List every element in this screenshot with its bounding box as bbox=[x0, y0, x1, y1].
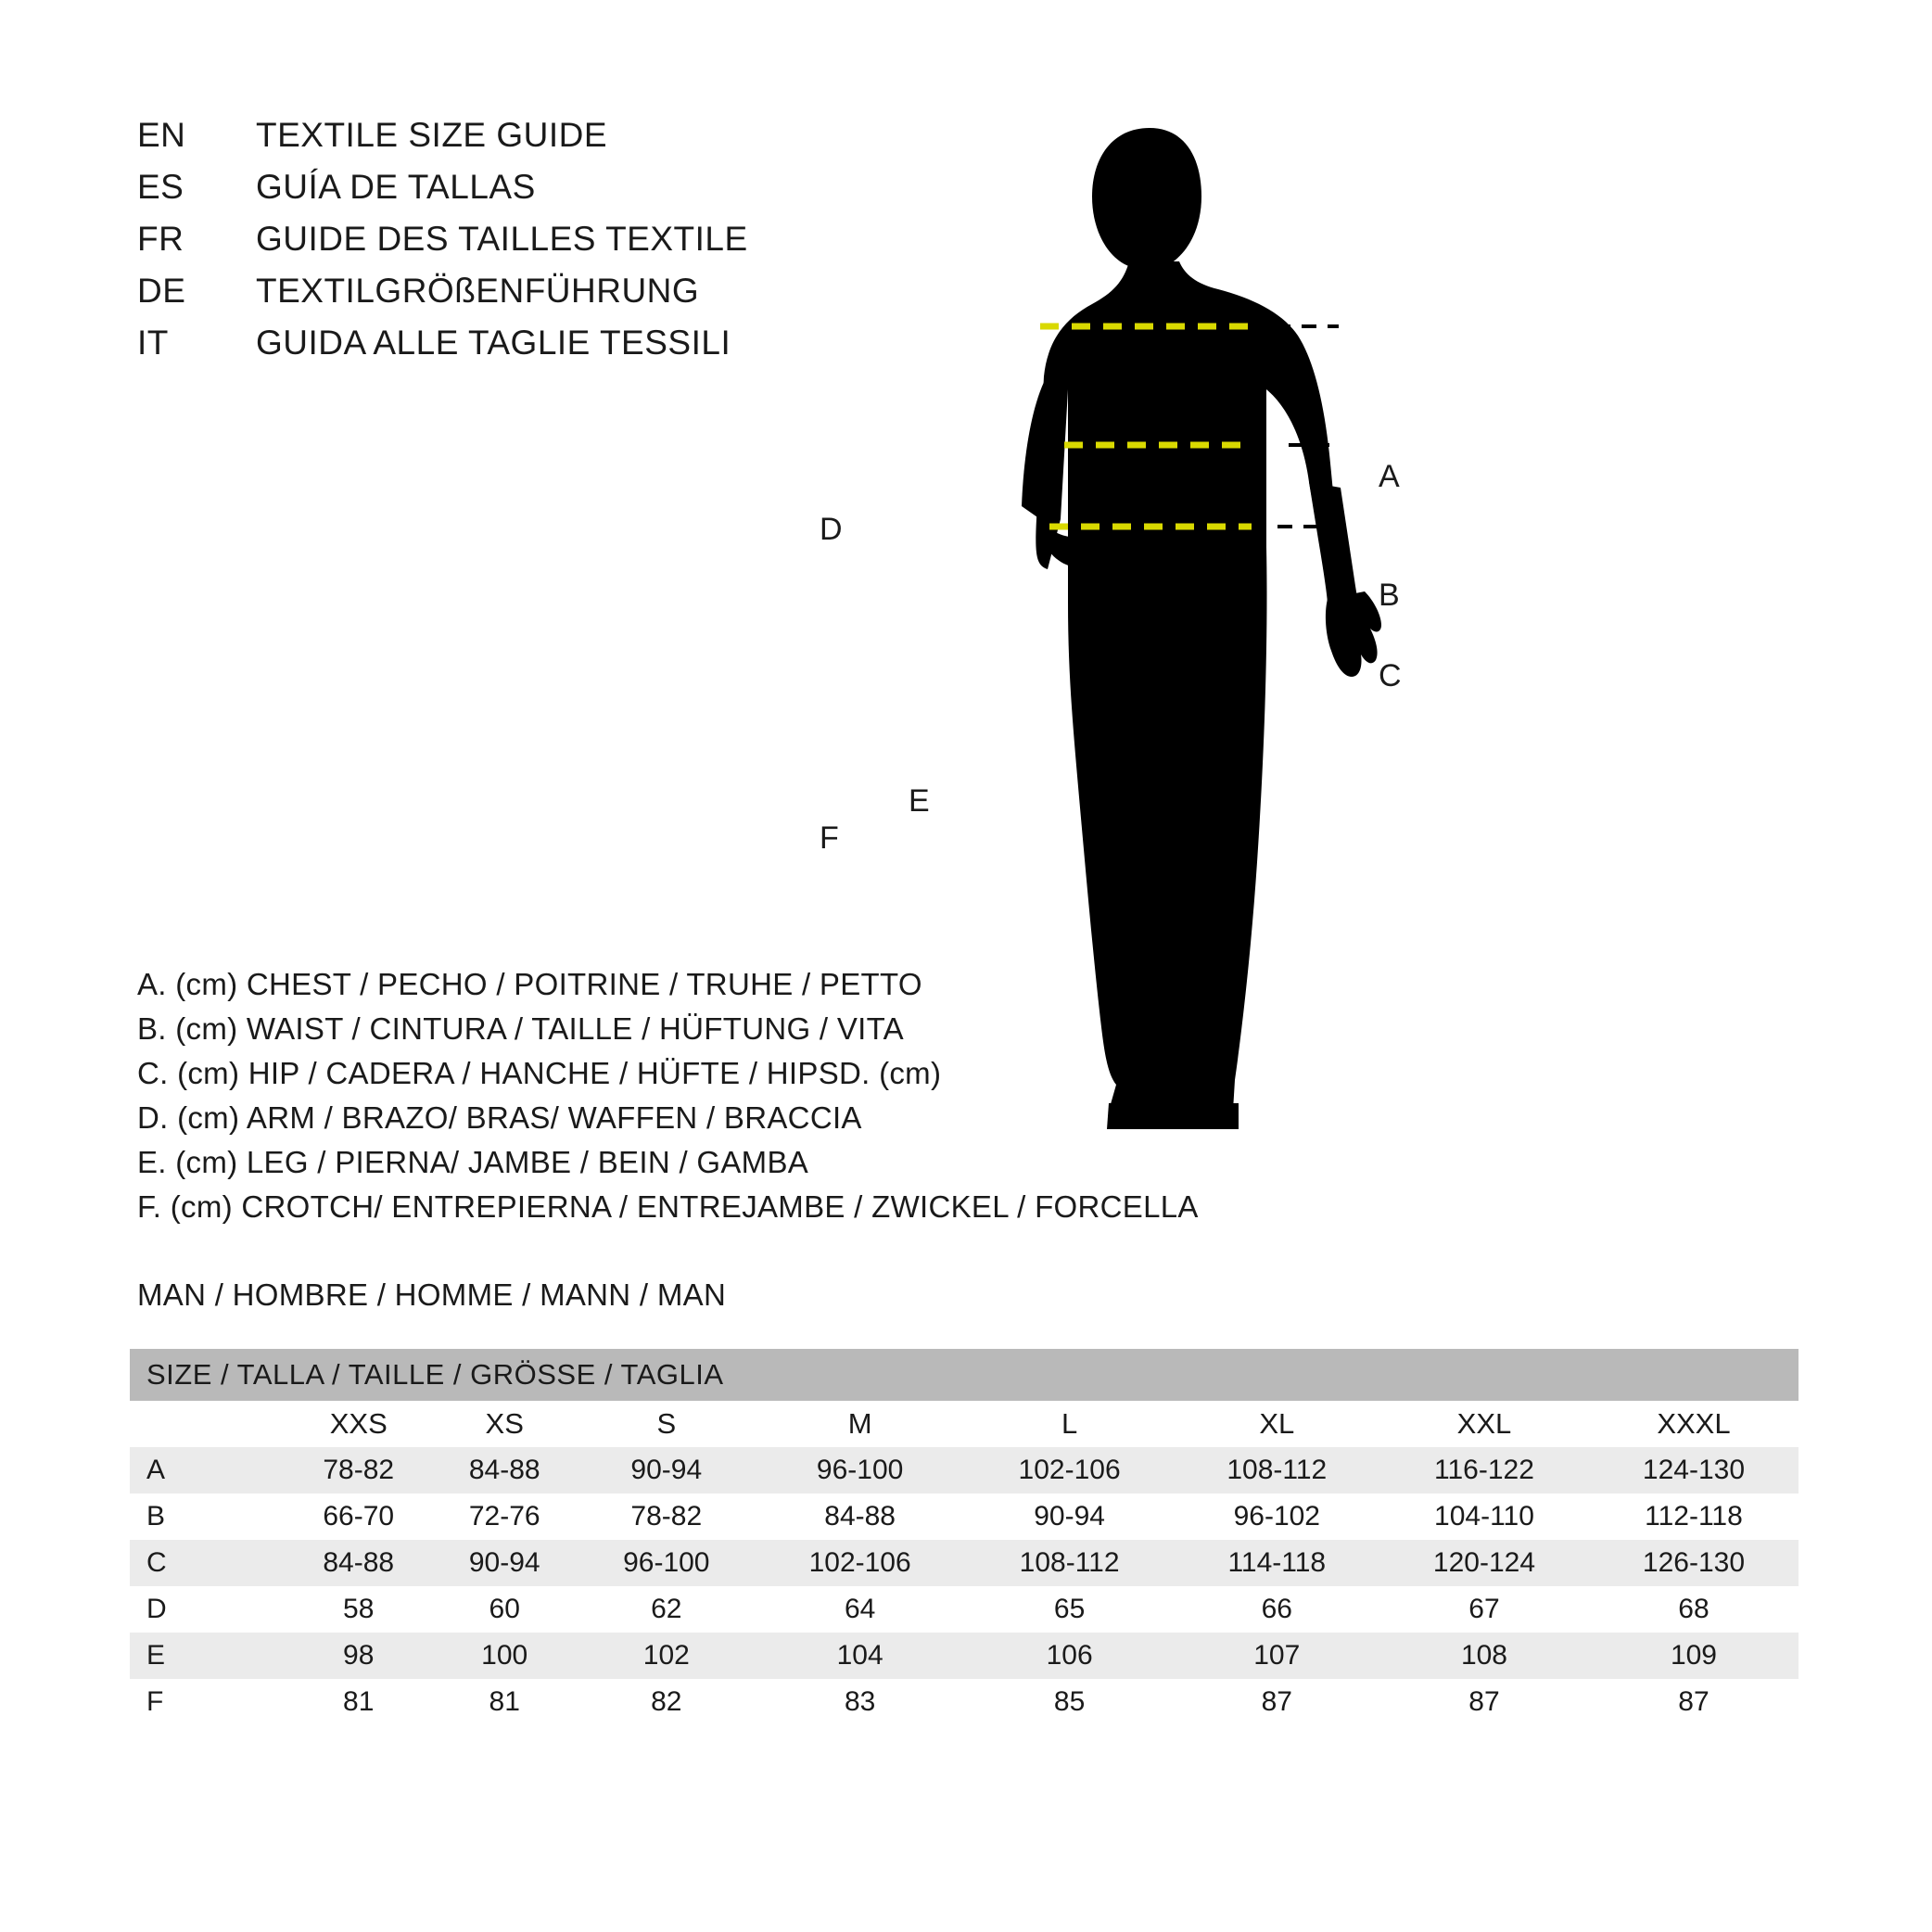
language-title: TEXTILGRÖßENFÜHRUNG bbox=[256, 272, 700, 310]
cell: 90-94 bbox=[431, 1540, 577, 1586]
language-title: GUIDA ALLE TAGLIE TESSILI bbox=[256, 324, 731, 362]
cell: 66 bbox=[1175, 1586, 1379, 1633]
language-code: ES bbox=[137, 168, 184, 206]
cell: 78-82 bbox=[286, 1447, 431, 1493]
cell: 124-130 bbox=[1589, 1447, 1799, 1493]
cell: 126-130 bbox=[1589, 1540, 1799, 1586]
cell: 114-118 bbox=[1175, 1540, 1379, 1586]
cell: 83 bbox=[756, 1679, 965, 1725]
cell: 90-94 bbox=[965, 1493, 1175, 1540]
column-header-xs: XS bbox=[431, 1401, 577, 1447]
diagram-label-c: C bbox=[1379, 658, 1402, 693]
row-label-e: E bbox=[130, 1633, 286, 1679]
legend-item-f: F. (cm) CROTCH/ ENTREPIERNA / ENTREJAMBE / ZWICKEL / FORCELLA bbox=[137, 1189, 1199, 1224]
size-table-corner-cell bbox=[130, 1401, 286, 1447]
cell: 78-82 bbox=[578, 1493, 756, 1540]
row-label-d: D bbox=[130, 1586, 286, 1633]
row-label-f: F bbox=[130, 1679, 286, 1725]
cell: 96-102 bbox=[1175, 1493, 1379, 1540]
size-table-title: SIZE / TALLA / TAILLE / GRÖSSE / TAGLIA bbox=[130, 1349, 1799, 1401]
cell: 104 bbox=[756, 1633, 965, 1679]
column-header-l: L bbox=[965, 1401, 1175, 1447]
language-row bbox=[137, 168, 748, 220]
table-row bbox=[130, 1540, 1799, 1586]
legend-item-d: D. (cm) ARM / BRAZO/ BRAS/ WAFFEN / BRACCIA bbox=[137, 1100, 862, 1135]
cell: 81 bbox=[431, 1679, 577, 1725]
cell: 82 bbox=[578, 1679, 756, 1725]
language-title: GUIDE DES TAILLES TEXTILE bbox=[256, 220, 748, 258]
column-header-s: S bbox=[578, 1401, 756, 1447]
cell: 106 bbox=[965, 1633, 1175, 1679]
cell: 102-106 bbox=[756, 1540, 965, 1586]
cell: 112-118 bbox=[1589, 1493, 1799, 1540]
language-row bbox=[137, 220, 748, 272]
cell: 68 bbox=[1589, 1586, 1799, 1633]
cell: 100 bbox=[431, 1633, 577, 1679]
column-header-m: M bbox=[756, 1401, 965, 1447]
size-table-header-row bbox=[130, 1401, 1799, 1447]
cell: 108-112 bbox=[965, 1540, 1175, 1586]
language-title-block bbox=[137, 116, 748, 375]
diagram-label-d: D bbox=[820, 512, 843, 547]
column-header-xl: XL bbox=[1175, 1401, 1379, 1447]
cell: 107 bbox=[1175, 1633, 1379, 1679]
table-row bbox=[130, 1493, 1799, 1540]
male-silhouette-icon bbox=[1022, 128, 1381, 1129]
cell: 108 bbox=[1379, 1633, 1589, 1679]
column-header-xxl: XXL bbox=[1379, 1401, 1589, 1447]
column-header-xxs: XXS bbox=[286, 1401, 431, 1447]
cell: 84-88 bbox=[431, 1447, 577, 1493]
cell: 116-122 bbox=[1379, 1447, 1589, 1493]
table-row bbox=[130, 1633, 1799, 1679]
cell: 98 bbox=[286, 1633, 431, 1679]
legend-item-a: A. (cm) CHEST / PECHO / POITRINE / TRUHE / PETTO bbox=[137, 967, 922, 1001]
cell: 102 bbox=[578, 1633, 756, 1679]
cell: 67 bbox=[1379, 1586, 1589, 1633]
cell: 109 bbox=[1589, 1633, 1799, 1679]
cell: 72-76 bbox=[431, 1493, 577, 1540]
table-row bbox=[130, 1679, 1799, 1725]
table-row bbox=[130, 1586, 1799, 1633]
cell: 64 bbox=[756, 1586, 965, 1633]
gender-label: MAN / HOMBRE / HOMME / MANN / MAN bbox=[137, 1277, 727, 1312]
language-code: FR bbox=[137, 220, 184, 258]
cell: 96-100 bbox=[756, 1447, 965, 1493]
cell: 87 bbox=[1379, 1679, 1589, 1725]
row-label-a: A bbox=[130, 1447, 286, 1493]
cell: 58 bbox=[286, 1586, 431, 1633]
language-title: TEXTILE SIZE GUIDE bbox=[256, 116, 608, 154]
legend-item-e: E. (cm) LEG / PIERNA/ JAMBE / BEIN / GAMBA bbox=[137, 1145, 809, 1179]
language-row bbox=[137, 272, 748, 324]
row-label-b: B bbox=[130, 1493, 286, 1540]
cell: 62 bbox=[578, 1586, 756, 1633]
cell: 81 bbox=[286, 1679, 431, 1725]
language-code: EN bbox=[137, 116, 186, 154]
language-title: GUÍA DE TALLAS bbox=[256, 168, 536, 206]
column-header-xxxl: XXXL bbox=[1589, 1401, 1799, 1447]
cell: 84-88 bbox=[756, 1493, 965, 1540]
cell: 104-110 bbox=[1379, 1493, 1589, 1540]
cell: 84-88 bbox=[286, 1540, 431, 1586]
size-table-title-row bbox=[130, 1349, 1799, 1401]
cell: 60 bbox=[431, 1586, 577, 1633]
cell: 120-124 bbox=[1379, 1540, 1589, 1586]
language-code: IT bbox=[137, 324, 169, 362]
cell: 87 bbox=[1589, 1679, 1799, 1725]
cell: 108-112 bbox=[1175, 1447, 1379, 1493]
cell: 65 bbox=[965, 1586, 1175, 1633]
row-label-c: C bbox=[130, 1540, 286, 1586]
diagram-label-e: E bbox=[909, 783, 930, 819]
body-measurement-diagram bbox=[820, 83, 1854, 1224]
cell: 96-100 bbox=[578, 1540, 756, 1586]
cell: 66-70 bbox=[286, 1493, 431, 1540]
cell: 102-106 bbox=[965, 1447, 1175, 1493]
table-row bbox=[130, 1447, 1799, 1493]
legend-item-b: B. (cm) WAIST / CINTURA / TAILLE / HÜFTUNG / VITA bbox=[137, 1011, 904, 1046]
size-table bbox=[130, 1349, 1799, 1725]
legend-item-c: C. (cm) HIP / CADERA / HANCHE / HÜFTE / HIPSD. (cm) bbox=[137, 1056, 942, 1090]
language-row bbox=[137, 116, 748, 168]
language-row bbox=[137, 324, 748, 375]
diagram-label-f: F bbox=[820, 820, 839, 856]
cell: 87 bbox=[1175, 1679, 1379, 1725]
diagram-label-a: A bbox=[1379, 459, 1400, 494]
cell: 90-94 bbox=[578, 1447, 756, 1493]
diagram-label-b: B bbox=[1379, 578, 1400, 613]
cell: 85 bbox=[965, 1679, 1175, 1725]
language-code: DE bbox=[137, 272, 186, 310]
